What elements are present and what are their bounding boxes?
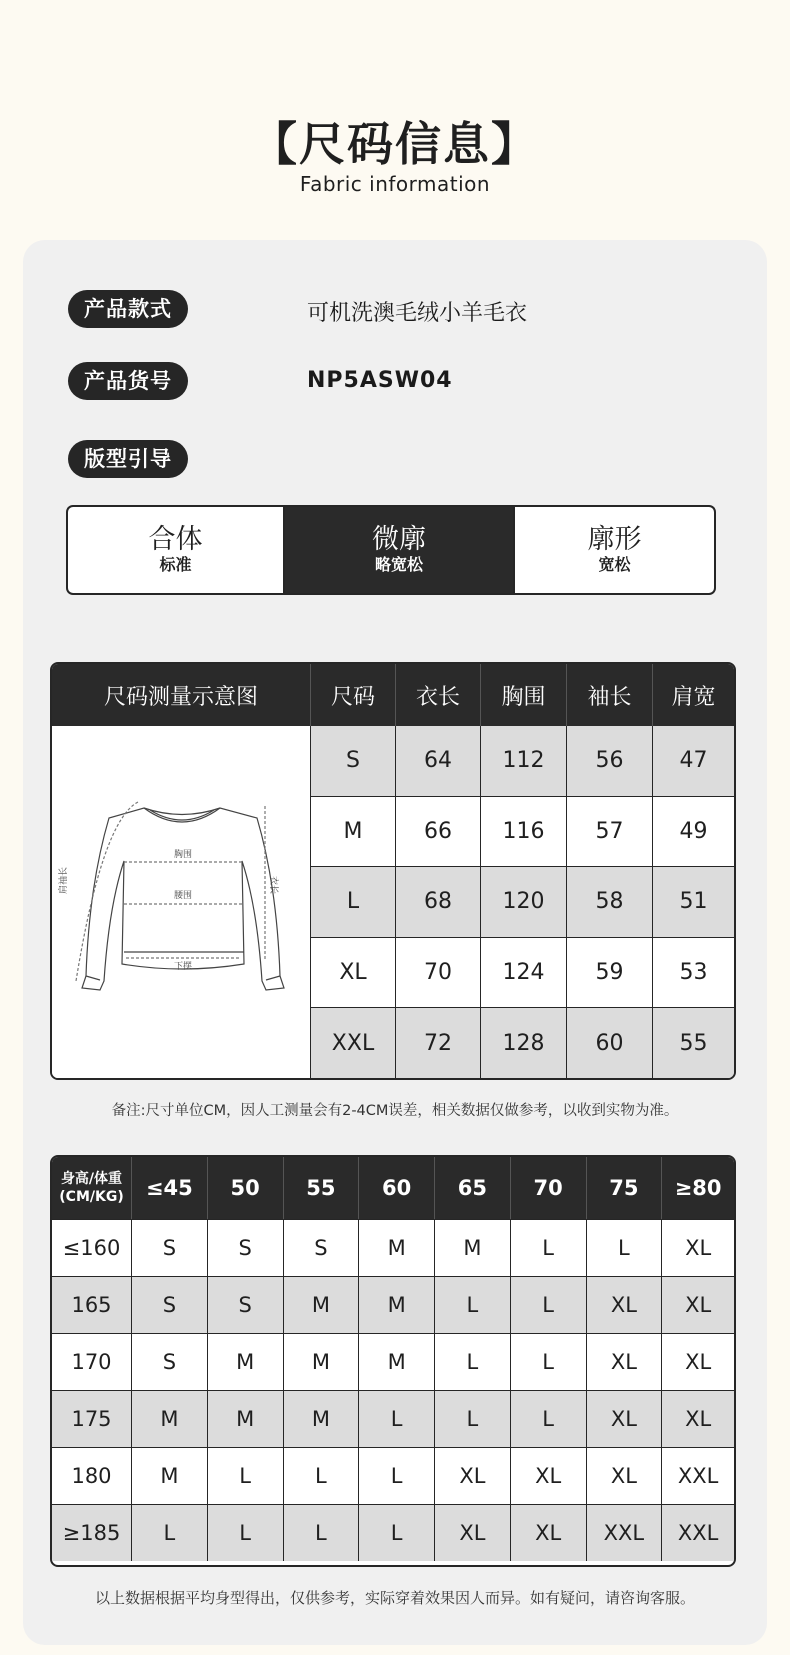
- size-cell: XL: [587, 1391, 663, 1447]
- style-label-pill: 产品款式: [68, 290, 188, 328]
- fit-label-pill: 版型引导: [68, 440, 188, 478]
- size-cell: M: [208, 1334, 284, 1390]
- size-cell: XXL: [587, 1505, 663, 1561]
- table-cell: 56: [567, 726, 653, 796]
- table-cell: 66: [396, 797, 481, 867]
- table-cell: 68: [396, 867, 481, 937]
- size-cell: L: [359, 1505, 435, 1561]
- sku-label-pill: 产品货号: [68, 362, 188, 400]
- table-row: [311, 1007, 734, 1078]
- diagram-label-sleeve: 肩袖长: [59, 866, 69, 894]
- size-cell: M: [132, 1448, 208, 1504]
- weight-header: 55: [284, 1157, 360, 1219]
- size-cell: M: [359, 1334, 435, 1390]
- rec-table-header: [52, 1157, 734, 1219]
- table-row: [311, 726, 734, 796]
- style-value: 可机洗澳毛绒小羊毛衣: [307, 301, 528, 326]
- table-cell: 58: [567, 867, 653, 937]
- table-row: [311, 796, 734, 867]
- weight-header: ≤45: [132, 1157, 208, 1219]
- weight-header: ≥80: [674, 1176, 722, 1200]
- size-recommendation-table: [50, 1155, 736, 1567]
- header-sleeve: 袖长: [567, 664, 653, 726]
- sweater-outline-icon: [52, 726, 310, 1078]
- table-cell: XXL: [311, 1008, 396, 1078]
- size-cell: XXL: [677, 1521, 719, 1545]
- size-table-header: [52, 664, 734, 726]
- rec-corner-line1: 身高/体重: [60, 1171, 123, 1187]
- table-row: [52, 1219, 734, 1276]
- table-row: [52, 1276, 734, 1333]
- page-subtitle: Fabric information: [299, 172, 491, 196]
- table-row: [52, 1333, 734, 1390]
- sweater-diagram: [52, 726, 311, 1078]
- table-cell: 128: [481, 1008, 567, 1078]
- size-cell: XL: [685, 1293, 712, 1317]
- table-row: [52, 1390, 734, 1447]
- size-cell: L: [132, 1505, 208, 1561]
- size-cell: M: [435, 1220, 511, 1276]
- size-cell: L: [511, 1220, 587, 1276]
- header-chest: 胸围: [481, 664, 567, 726]
- size-cell: XL: [587, 1277, 663, 1333]
- size-cell: XL: [685, 1236, 712, 1260]
- size-cell: M: [284, 1277, 360, 1333]
- table-cell: 51: [679, 889, 708, 915]
- size-cell: L: [587, 1220, 663, 1276]
- table-row: [52, 1447, 734, 1504]
- table-cell: 116: [481, 797, 567, 867]
- size-cell: S: [208, 1277, 284, 1333]
- height-cell: 165: [52, 1277, 132, 1333]
- table-cell: 47: [679, 748, 708, 774]
- fit-option-regular: [68, 507, 285, 593]
- table-cell: XL: [311, 938, 396, 1008]
- fit-option-main: 廓形: [587, 524, 642, 555]
- diagram-label-length: 衣长: [268, 876, 278, 895]
- size-cell: M: [359, 1220, 435, 1276]
- weight-header: 75: [587, 1157, 663, 1219]
- size-cell: S: [132, 1277, 208, 1333]
- diagram-label-waist: 腰围: [174, 891, 193, 901]
- size-cell: XL: [685, 1350, 712, 1374]
- height-cell: 170: [52, 1334, 132, 1390]
- table-cell: 49: [679, 818, 708, 844]
- page-title: 【尺码信息】: [251, 117, 539, 171]
- rec-corner-header: [52, 1157, 132, 1219]
- table-cell: 57: [567, 797, 653, 867]
- height-cell: 180: [52, 1448, 132, 1504]
- weight-header: 50: [208, 1157, 284, 1219]
- size-table-rows: [311, 726, 734, 1078]
- size-cell: XL: [511, 1448, 587, 1504]
- header-shoulder: 肩宽: [671, 684, 716, 710]
- fit-option-sub: 略宽松: [374, 555, 423, 574]
- size-cell: L: [359, 1391, 435, 1447]
- size-cell: L: [511, 1391, 587, 1447]
- size-cell: S: [284, 1220, 360, 1276]
- size-cell: XL: [435, 1505, 511, 1561]
- size-cell: L: [435, 1334, 511, 1390]
- size-measurement-table: [50, 662, 736, 1080]
- table-cell: 64: [396, 726, 481, 796]
- size-cell: XL: [685, 1407, 712, 1431]
- table-cell: S: [311, 726, 396, 796]
- table-cell: 70: [396, 938, 481, 1008]
- table-row: [311, 866, 734, 937]
- size-cell: L: [435, 1391, 511, 1447]
- table-cell: L: [311, 867, 396, 937]
- size-cell: XL: [435, 1448, 511, 1504]
- fit-option-main: 微廓: [372, 524, 426, 555]
- sku-value: NP5ASW04: [307, 368, 453, 393]
- fit-option-oversized: [515, 507, 714, 593]
- size-cell: XXL: [677, 1464, 719, 1488]
- size-cell: L: [208, 1448, 284, 1504]
- rec-corner-line2: (CM/KG): [59, 1189, 124, 1205]
- weight-header: 70: [511, 1157, 587, 1219]
- fit-option-sub: 宽松: [598, 555, 631, 574]
- size-cell: L: [511, 1334, 587, 1390]
- size-table-note: 备注:尺寸单位CM，因人工测量会有2-4CM误差，相关数据仅做参考，以收到实物为准。: [111, 1103, 679, 1119]
- table-cell: 124: [481, 938, 567, 1008]
- fit-option-sub: 标准: [159, 555, 192, 574]
- size-cell: L: [435, 1277, 511, 1333]
- table-cell: 53: [679, 960, 708, 986]
- table-cell: 120: [481, 867, 567, 937]
- recommendation-note: 以上数据根据平均身型得出，仅供参考，实际穿着效果因人而异。如有疑问，请咨询客服。: [94, 1589, 695, 1607]
- height-cell: 175: [52, 1391, 132, 1447]
- size-cell: L: [208, 1505, 284, 1561]
- weight-header: 60: [359, 1157, 435, 1219]
- header-diagram: 尺码测量示意图: [52, 664, 311, 726]
- height-cell: ≤160: [52, 1220, 132, 1276]
- size-cell: XL: [587, 1448, 663, 1504]
- size-cell: L: [284, 1448, 360, 1504]
- size-cell: S: [132, 1220, 208, 1276]
- fit-selector: [66, 505, 716, 595]
- weight-header: 65: [435, 1157, 511, 1219]
- fit-option-main: 合体: [148, 524, 203, 555]
- diagram-label-hem: 下摆: [174, 962, 193, 972]
- table-row: [311, 937, 734, 1008]
- size-cell: M: [132, 1391, 208, 1447]
- fit-option-relaxed: [285, 507, 515, 593]
- header-size: 尺码: [311, 664, 396, 726]
- height-cell: ≥185: [52, 1505, 132, 1561]
- size-cell: XL: [587, 1334, 663, 1390]
- table-row: [52, 1504, 734, 1561]
- size-cell: L: [511, 1277, 587, 1333]
- header-length: 衣长: [396, 664, 481, 726]
- table-cell: 55: [679, 1030, 708, 1056]
- table-cell: 60: [567, 1008, 653, 1078]
- size-cell: S: [132, 1334, 208, 1390]
- size-cell: M: [208, 1391, 284, 1447]
- size-cell: M: [284, 1391, 360, 1447]
- table-cell: 112: [481, 726, 567, 796]
- table-cell: M: [311, 797, 396, 867]
- diagram-label-chest: 胸围: [174, 850, 193, 860]
- size-cell: M: [359, 1277, 435, 1333]
- table-cell: 72: [396, 1008, 481, 1078]
- size-cell: M: [284, 1334, 360, 1390]
- size-cell: L: [359, 1448, 435, 1504]
- size-cell: S: [208, 1220, 284, 1276]
- size-cell: XL: [511, 1505, 587, 1561]
- size-cell: L: [284, 1505, 360, 1561]
- table-cell: 59: [567, 938, 653, 1008]
